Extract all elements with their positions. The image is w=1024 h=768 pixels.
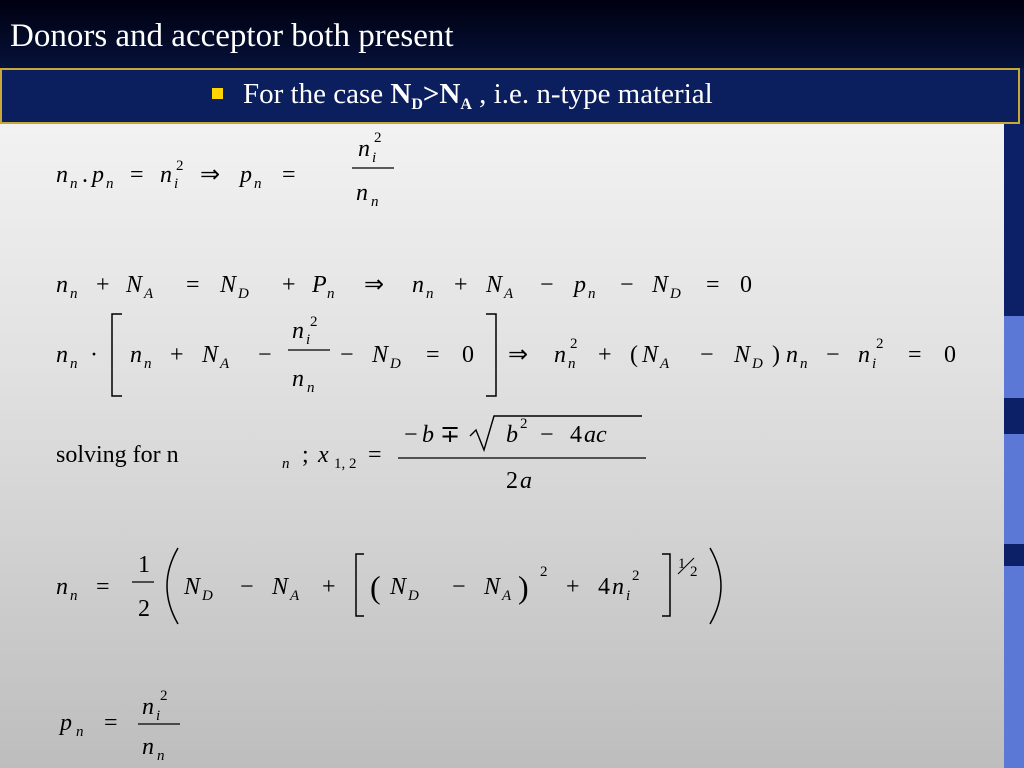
svg-text:2: 2	[632, 568, 640, 584]
svg-text:n: n	[142, 734, 154, 760]
svg-text:−: −	[700, 342, 714, 368]
svg-text:n: n	[76, 724, 84, 740]
svg-text:n: n	[568, 356, 576, 372]
svg-text:−: −	[540, 272, 554, 298]
svg-text:−: −	[240, 574, 254, 600]
equation-5	[56, 548, 721, 624]
svg-text:2: 2	[160, 688, 168, 704]
svg-text:1, 2: 1, 2	[334, 456, 357, 472]
subtitle-suffix: , i.e. n-type material	[471, 78, 713, 110]
svg-text:N: N	[202, 342, 219, 368]
svg-text:=: =	[368, 442, 382, 468]
equation-6	[58, 688, 180, 764]
svg-text:2: 2	[374, 130, 382, 146]
equation-4	[56, 416, 646, 494]
svg-text:∓: ∓	[440, 422, 461, 448]
svg-text:n: n	[142, 694, 154, 720]
svg-text:2: 2	[690, 564, 698, 580]
svg-text:p: p	[574, 272, 586, 298]
svg-text:+: +	[282, 272, 296, 298]
svg-text:A: A	[504, 286, 514, 302]
svg-text:i: i	[626, 588, 631, 604]
svg-text:n: n	[70, 356, 78, 372]
svg-text:n: n	[327, 286, 335, 302]
svg-text:+: +	[170, 342, 184, 368]
svg-text:A: A	[144, 286, 154, 302]
svg-text:2: 2	[176, 158, 184, 174]
svg-text:4: 4	[598, 574, 610, 600]
svg-text:n: n	[292, 318, 304, 344]
equations	[0, 124, 1004, 768]
svg-text:n: n	[56, 342, 68, 368]
svg-text:D: D	[752, 356, 763, 372]
svg-text:2: 2	[876, 336, 884, 352]
svg-text:N: N	[220, 272, 237, 298]
svg-text:+: +	[96, 272, 110, 298]
svg-text:=: =	[706, 272, 720, 298]
svg-text:n: n	[356, 180, 368, 206]
svg-text:D: D	[202, 588, 213, 604]
svg-text:n: n	[70, 176, 78, 192]
svg-text:a: a	[520, 468, 532, 494]
svg-text:=: =	[282, 162, 296, 188]
svg-text:n: n	[786, 342, 798, 368]
svg-text:A: A	[502, 588, 512, 604]
svg-text:2: 2	[506, 468, 518, 494]
equation-2	[56, 272, 752, 302]
accent-block	[1004, 316, 1024, 398]
svg-text:P: P	[312, 272, 327, 298]
accent-block	[1004, 566, 1024, 768]
slide-content	[0, 124, 1004, 768]
svg-text:p: p	[240, 162, 252, 188]
accent-block	[1004, 434, 1024, 544]
svg-text:D: D	[408, 588, 419, 604]
svg-text:2: 2	[540, 564, 548, 580]
svg-text:p: p	[92, 162, 104, 188]
svg-text:n: n	[282, 456, 290, 472]
svg-text:2: 2	[520, 416, 528, 432]
svg-text:2: 2	[310, 314, 318, 330]
svg-text:=: =	[426, 342, 440, 368]
svg-text:⇒: ⇒	[508, 342, 529, 368]
svg-text:−: −	[540, 422, 554, 448]
svg-text:D: D	[238, 286, 249, 302]
equation-1	[56, 130, 394, 210]
svg-text:−: −	[258, 342, 272, 368]
svg-text:n: n	[800, 356, 808, 372]
svg-text:n: n	[56, 272, 68, 298]
slide-title: Donors and acceptor both present	[10, 18, 454, 54]
svg-text:n: n	[56, 574, 68, 600]
svg-text:i: i	[156, 708, 161, 724]
svg-text:+: +	[454, 272, 468, 298]
svg-text:N: N	[484, 574, 501, 600]
svg-text:N: N	[272, 574, 289, 600]
svg-text:n: n	[554, 342, 566, 368]
svg-text:n: n	[160, 162, 172, 188]
svg-text:b: b	[422, 422, 434, 448]
svg-text:n: n	[254, 176, 262, 192]
svg-text:x: x	[318, 442, 329, 468]
svg-text:n: n	[292, 366, 304, 392]
svg-text:N: N	[390, 574, 407, 600]
svg-text:): )	[518, 569, 529, 605]
svg-text:N: N	[734, 342, 751, 368]
svg-text:0: 0	[740, 272, 752, 298]
svg-text:): )	[772, 342, 780, 368]
svg-text:n: n	[307, 380, 315, 396]
svg-text:n: n	[412, 272, 424, 298]
svg-text:=: =	[130, 162, 144, 188]
svg-text:(: (	[630, 342, 638, 368]
svg-text:+: +	[322, 574, 336, 600]
svg-text:n: n	[56, 162, 68, 188]
svg-text:2: 2	[138, 596, 150, 622]
nd-label: $N_D>N_A$	[390, 78, 472, 113]
svg-text:N: N	[184, 574, 201, 600]
svg-text:A: A	[290, 588, 300, 604]
svg-text:N: N	[126, 272, 143, 298]
svg-text:D: D	[390, 356, 401, 372]
svg-text:n: n	[612, 574, 624, 600]
svg-text:n: n	[858, 342, 870, 368]
svg-text:n: n	[371, 194, 379, 210]
svg-text:i: i	[372, 150, 377, 166]
svg-text:⇒: ⇒	[364, 272, 385, 298]
svg-text:0: 0	[462, 342, 474, 368]
svg-text:−: −	[826, 342, 840, 368]
svg-text:ac: ac	[584, 422, 607, 448]
svg-text:=: =	[186, 272, 200, 298]
bullet-icon	[212, 88, 223, 99]
svg-text:+: +	[566, 574, 580, 600]
svg-text:2: 2	[570, 336, 578, 352]
svg-text:n: n	[70, 286, 78, 302]
svg-text:D: D	[670, 286, 681, 302]
svg-text:.: .	[82, 162, 88, 188]
svg-text:p: p	[60, 710, 72, 736]
svg-text:N: N	[372, 342, 389, 368]
svg-text:n: n	[588, 286, 596, 302]
svg-text:−: −	[452, 574, 466, 600]
svg-text:−: −	[620, 272, 634, 298]
svg-text:N: N	[642, 342, 659, 368]
svg-text:i: i	[174, 176, 179, 192]
svg-text:;: ;	[302, 442, 309, 468]
subtitle-prefix: For the case	[243, 78, 391, 110]
svg-text:0: 0	[944, 342, 956, 368]
svg-text:b: b	[506, 422, 518, 448]
svg-text:1: 1	[678, 556, 686, 572]
svg-text:=: =	[104, 710, 118, 736]
svg-text:i: i	[872, 356, 877, 372]
svg-text:N: N	[652, 272, 669, 298]
equation-3	[56, 314, 956, 396]
svg-text:n: n	[130, 342, 142, 368]
svg-text:n: n	[144, 356, 152, 372]
svg-text:(: (	[370, 569, 381, 605]
svg-text:1: 1	[138, 552, 150, 578]
svg-text:4: 4	[570, 422, 582, 448]
subtitle	[212, 78, 713, 114]
svg-text:A: A	[220, 356, 230, 372]
svg-text:n: n	[426, 286, 434, 302]
svg-text:=: =	[908, 342, 922, 368]
svg-text:n: n	[106, 176, 114, 192]
svg-text:⇒: ⇒	[200, 162, 221, 188]
svg-text:−: −	[340, 342, 354, 368]
svg-text:n: n	[157, 748, 165, 764]
svg-text:n: n	[358, 136, 370, 162]
svg-text:−: −	[404, 422, 418, 448]
svg-text:N: N	[486, 272, 503, 298]
svg-text:n: n	[70, 588, 78, 604]
svg-text:=: =	[96, 574, 110, 600]
svg-text:+: +	[598, 342, 612, 368]
solving-label: solving for n	[56, 442, 179, 468]
svg-text:i: i	[306, 332, 311, 348]
svg-text:·: ·	[90, 342, 98, 368]
svg-text:A: A	[660, 356, 670, 372]
